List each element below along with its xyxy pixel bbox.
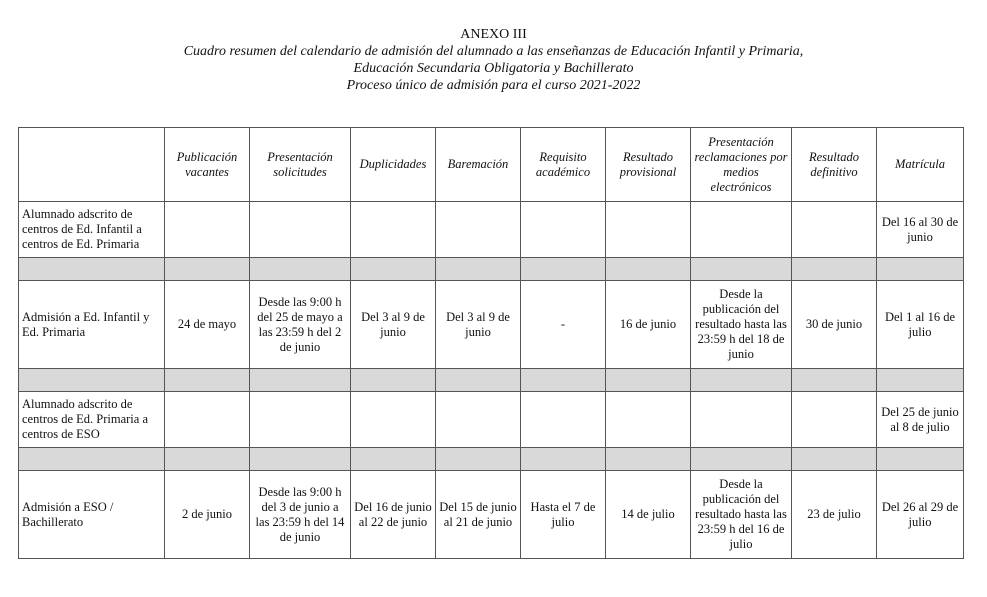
separator-row [19,448,964,471]
table-row [19,471,964,559]
table-cell [521,392,606,448]
table-cell: Del 25 de junio al 8 de julio [877,392,964,448]
table-cell: Del 16 al 30 de junio [877,202,964,258]
header-presentacion-solicitudes: Presentación solicitudes [250,128,351,202]
table-cell: Del 26 al 29 de julio [877,471,964,559]
table-cell [351,202,436,258]
table-cell: Desde las 9:00 h del 25 de mayo a las 23:59 h del 2 de junio [250,281,351,369]
admission-calendar-table [18,127,964,559]
table-cell [165,202,250,258]
subtitle-line-3: Proceso único de admisión para el curso 2021-2022 [346,78,641,93]
row-label: Admisión a Ed. Infantil y Ed. Primaria [19,281,165,369]
table-cell [250,202,351,258]
subtitle-line-1: Cuadro resumen del calendario de admisión del alumnado a las enseñanzas de Educación Infantil y Primaria, [183,44,804,59]
header-publicacion-vacantes: Publicación vacantes [165,128,250,202]
table-cell [165,392,250,448]
table-cell: 2 de junio [165,471,250,559]
header-cell-empty [19,128,165,202]
table-cell: Del 15 de junio al 21 de junio [436,471,521,559]
table-cell: - [521,281,606,369]
annex-title: ANEXO III [460,27,527,42]
table-cell [691,392,792,448]
table-cell: Del 3 al 9 de junio [436,281,521,369]
table-row [19,202,964,258]
table-cell [792,202,877,258]
table-cell: Desde las 9:00 h del 3 de junio a las 23:59 h del 14 de junio [250,471,351,559]
separator-row [19,369,964,392]
header-row [19,128,964,202]
document-header [0,26,987,94]
table-cell: 14 de julio [606,471,691,559]
header-resultado-definitivo: Resultado definitivo [792,128,877,202]
header-presentacion-reclamaciones: Presentación reclamaciones por medios electrónicos [691,128,792,202]
row-label: Alumnado adscrito de centros de Ed. Infantil a centros de Ed. Primaria [19,202,165,258]
table-cell: Del 3 al 9 de junio [351,281,436,369]
table-cell [606,392,691,448]
table-row [19,392,964,448]
table-cell [436,392,521,448]
header-resultado-provisional: Resultado provisional [606,128,691,202]
table-cell: 23 de julio [792,471,877,559]
table-cell: 30 de junio [792,281,877,369]
table-cell: 24 de mayo [165,281,250,369]
table-cell: 16 de junio [606,281,691,369]
table-cell [521,202,606,258]
table-cell [351,392,436,448]
header-matricula: Matrícula [877,128,964,202]
table-cell [250,392,351,448]
separator-row [19,258,964,281]
table-cell: Hasta el 7 de julio [521,471,606,559]
table-cell: Del 16 de junio al 22 de junio [351,471,436,559]
table-row [19,281,964,369]
table-cell [436,202,521,258]
table-cell [606,202,691,258]
table-cell: Desde la publicación del resultado hasta las 23:59 h del 18 de junio [691,281,792,369]
table-cell [691,202,792,258]
table-cell: Desde la publicación del resultado hasta las 23:59 h del 16 de julio [691,471,792,559]
table-cell: Del 1 al 16 de julio [877,281,964,369]
subtitle-line-2: Educación Secundaria Obligatoria y Bachillerato [353,61,634,76]
row-label: Admisión a ESO / Bachillerato [19,471,165,559]
row-label: Alumnado adscrito de centros de Ed. Primaria a centros de ESO [19,392,165,448]
table-cell [792,392,877,448]
header-requisito-academico: Requisito académico [521,128,606,202]
header-duplicidades: Duplicidades [351,128,436,202]
header-baremacion: Baremación [436,128,521,202]
